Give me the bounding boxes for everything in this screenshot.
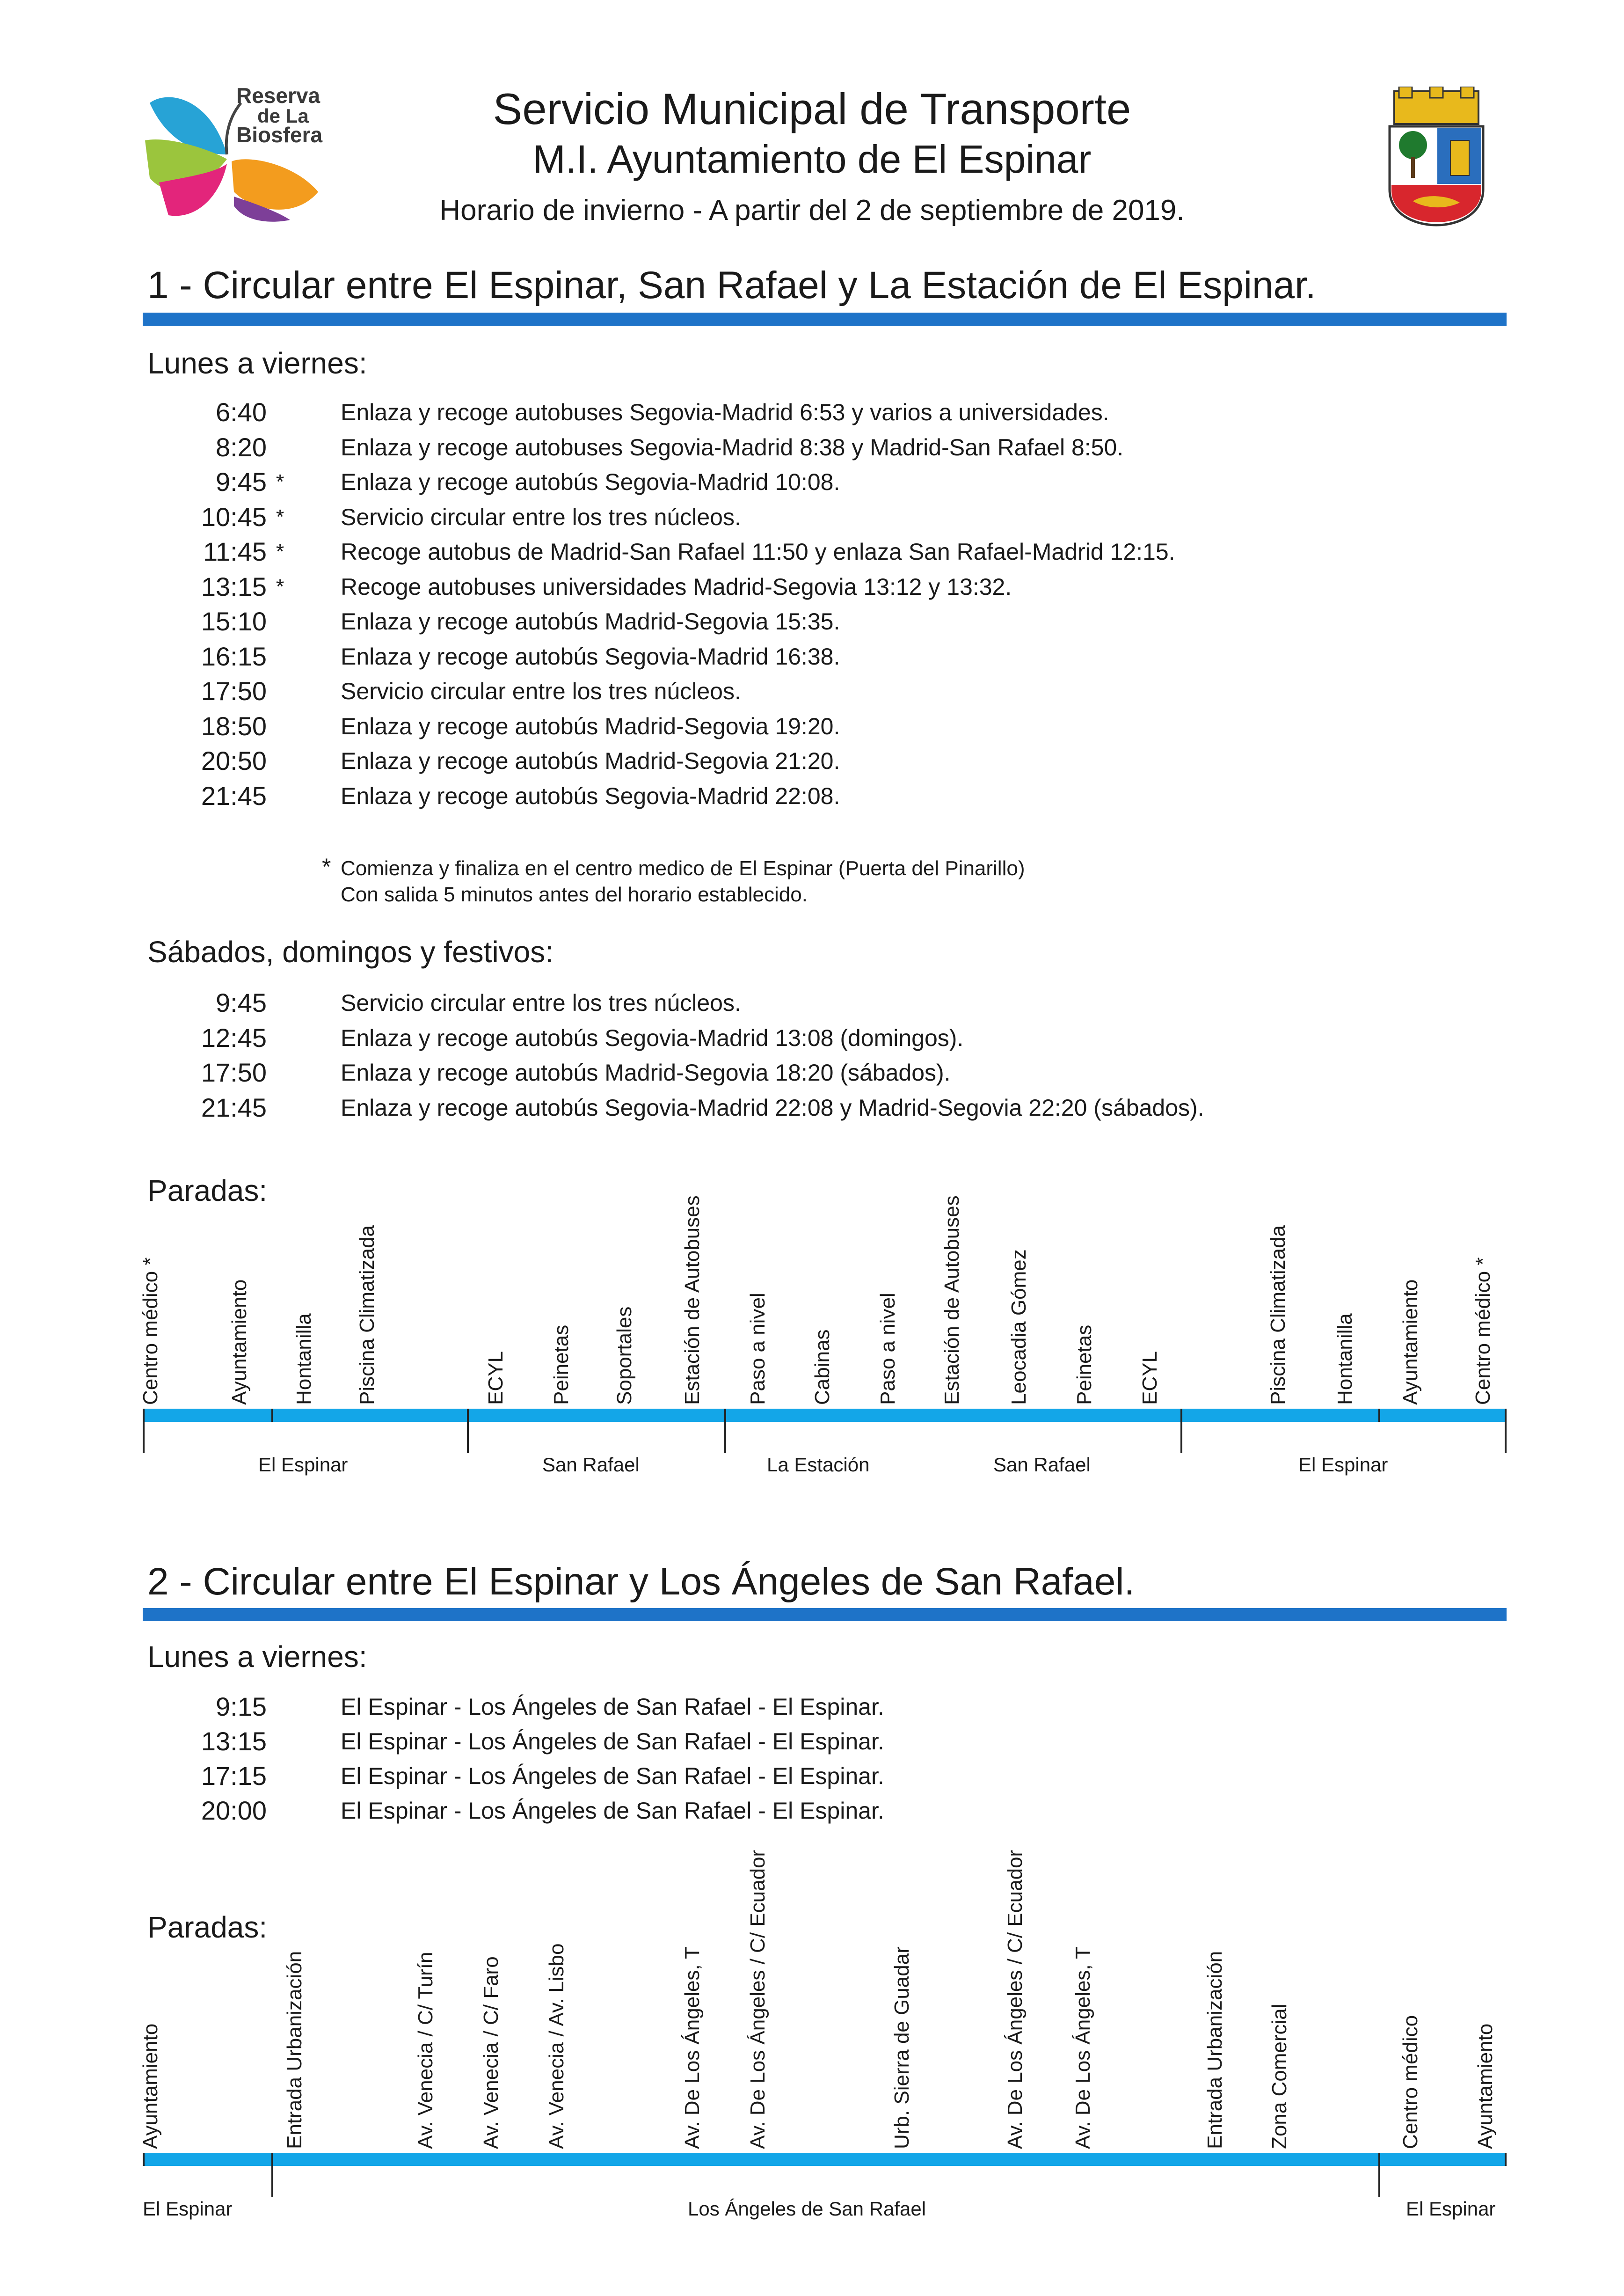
- stop-label: Centro médico *: [139, 1257, 162, 1405]
- line2-title: 2 - Circular entre El Espinar y Los Ángeles de San Rafael.: [147, 1560, 1135, 1603]
- stop-label: Piscina Climatizada: [356, 1225, 379, 1405]
- stop-label: Av. Venecia / Av. Lisbo: [545, 1943, 568, 2149]
- line1-weekday-row: [0, 570, 1624, 605]
- area-label: El Espinar: [1298, 1454, 1388, 1476]
- departure-time: 9:45: [216, 988, 267, 1017]
- line2-route-bar: [143, 2153, 1507, 2166]
- asterisk-mark: *: [276, 505, 284, 528]
- municipal-crest: [1385, 87, 1488, 227]
- departure-time: 18:50: [201, 711, 267, 741]
- service-description: Servicio circular entre los tres núcleos.: [341, 678, 741, 704]
- stop-label: Hontanilla: [1333, 1313, 1356, 1405]
- stop-label: Soportales: [613, 1306, 636, 1405]
- stop-label: Cabinas: [811, 1329, 834, 1405]
- line1-weekday-row: [0, 395, 1624, 431]
- line2-weekday-row: [0, 1724, 1624, 1760]
- line1-route-diagram: [139, 1195, 1507, 1512]
- departure-time: 17:50: [201, 1058, 267, 1087]
- area-label: San Rafael: [993, 1454, 1091, 1476]
- stop-label: Ayuntamiento: [1474, 2023, 1497, 2149]
- departure-time: 10:45: [201, 502, 267, 532]
- stop-label: Leocadia Gómez: [1007, 1249, 1030, 1405]
- asterisk-mark: *: [276, 470, 284, 493]
- note-line-2: Con salida 5 minutos antes del horario establecido.: [341, 883, 808, 906]
- departure-time: 13:15: [201, 571, 267, 601]
- line1-weekend-row: [0, 986, 1624, 1021]
- line1-weekday-row: [0, 604, 1624, 640]
- service-description: Servicio circular entre los tres núcleos.: [341, 504, 741, 530]
- departure-time: 13:15: [201, 1726, 267, 1756]
- service-description: El Espinar - Los Ángeles de San Rafael - El Espinar.: [341, 1728, 884, 1755]
- area-boundary-tick: [271, 1409, 273, 1422]
- area-boundary-tick: [1505, 1409, 1507, 1453]
- asterisk-mark: *: [276, 540, 284, 563]
- service-description: Enlaza y recoge autobús Segovia-Madrid 22:08.: [341, 782, 840, 809]
- stop-label: Peinetas: [1073, 1324, 1096, 1405]
- departure-time: 9:45: [216, 467, 267, 497]
- service-description: Enlaza y recoge autobús Segovia-Madrid 16:38.: [341, 643, 840, 670]
- departure-time: 6:40: [216, 397, 267, 427]
- area-boundary-tick: [1180, 1409, 1182, 1453]
- departure-time: 17:50: [201, 676, 267, 706]
- departure-time: 8:20: [216, 432, 267, 462]
- stop-label: Entrada Urbanización: [283, 1951, 306, 2149]
- stop-label: ECYL: [1138, 1351, 1161, 1405]
- line1-weekend-row: [0, 1055, 1624, 1091]
- departure-time: 21:45: [201, 781, 267, 811]
- line1-weekday-row: [0, 639, 1624, 675]
- departure-time: 20:50: [201, 746, 267, 775]
- service-description: Recoge autobus de Madrid-San Rafael 11:50 y enlaza San Rafael-Madrid 12:15.: [341, 539, 1175, 565]
- departure-time: 12:45: [201, 1023, 267, 1053]
- coat-of-arms-icon: [1385, 87, 1488, 227]
- departure-time: 15:10: [201, 607, 267, 636]
- line2-weekday-row: [0, 1759, 1624, 1794]
- service-description: Servicio circular entre los tres núcleos.: [341, 990, 741, 1016]
- service-description: Enlaza y recoge autobuses Segovia-Madrid 6:53 y varios a universidades.: [341, 399, 1109, 425]
- line1-route-bar: [143, 1409, 1507, 1422]
- service-description: Enlaza y recoge autobús Segovia-Madrid 13:08 (domingos).: [341, 1024, 964, 1051]
- area-label: San Rafael: [542, 1454, 640, 1476]
- service-description: Enlaza y recoge autobús Madrid-Segovia 15:35.: [341, 608, 840, 635]
- stop-label: Paso a nivel: [746, 1293, 769, 1405]
- line1-weekday-row: [0, 500, 1624, 535]
- line1-weekday-row: [0, 465, 1624, 500]
- area-boundary-tick: [1378, 1409, 1380, 1422]
- note-star: *: [322, 854, 331, 880]
- line1-weekday-row: [0, 744, 1624, 779]
- service-description: Enlaza y recoge autobús Madrid-Segovia 21:20.: [341, 748, 840, 774]
- departure-time: 21:45: [201, 1092, 267, 1122]
- service-description: Enlaza y recoge autobús Madrid-Segovia 19:20.: [341, 713, 840, 739]
- stop-label: Ayuntamiento: [1399, 1279, 1422, 1405]
- stop-label: ECYL: [484, 1351, 507, 1405]
- area-boundary-tick: [1505, 2153, 1507, 2166]
- area-boundary-tick: [143, 2153, 145, 2166]
- svg-text:de La: de La: [257, 105, 309, 127]
- area-label: El Espinar: [1406, 2198, 1496, 2220]
- area-label: El Espinar: [143, 2198, 233, 2220]
- departure-time: 17:15: [201, 1761, 267, 1791]
- area-label: Los Ángeles de San Rafael: [688, 2198, 926, 2220]
- stop-label: Piscina Climatizada: [1267, 1225, 1289, 1405]
- service-description: El Espinar - Los Ángeles de San Rafael - El Espinar.: [341, 1763, 884, 1789]
- season-note: Horario de invierno - A partir del 2 de septiembre de 2019.: [439, 194, 1185, 227]
- line2-divider: [143, 1608, 1507, 1621]
- service-description: Enlaza y recoge autobús Segovia-Madrid 22:08 y Madrid-Segovia 22:20 (sábados).: [341, 1094, 1204, 1121]
- line2-weekdays-heading: Lunes a viernes:: [147, 1640, 367, 1674]
- area-boundary-tick: [143, 1409, 145, 1453]
- stop-label: Ayuntamiento: [228, 1279, 251, 1405]
- line1-weekday-row: [0, 430, 1624, 466]
- stop-label: Estación de Autobuses: [940, 1195, 963, 1405]
- area-boundary-tick: [724, 1409, 726, 1453]
- stop-label: Zona Comercial: [1268, 2004, 1291, 2149]
- service-description: Enlaza y recoge autobús Segovia-Madrid 10:08.: [341, 469, 840, 495]
- stop-label: Ayuntamiento: [139, 2023, 162, 2149]
- stop-label: Av. Venecia / C/ Turín: [414, 1952, 437, 2149]
- stop-label: Paso a nivel: [876, 1293, 899, 1405]
- stop-label: Centro médico: [1399, 2015, 1422, 2149]
- service-description: El Espinar - Los Ángeles de San Rafael - El Espinar.: [341, 1694, 884, 1720]
- service-description: Enlaza y recoge autobús Madrid-Segovia 18:20 (sábados).: [341, 1060, 951, 1086]
- line1-weekday-row: [0, 534, 1624, 570]
- area-label: La Estación: [767, 1454, 870, 1476]
- line1-weekday-row: [0, 779, 1624, 814]
- stop-label: Av. De Los Ángeles / C/ Ecuador: [1004, 1850, 1027, 2149]
- service-description: El Espinar - Los Ángeles de San Rafael - El Espinar.: [341, 1798, 884, 1824]
- line1-weekend-row: [0, 1090, 1624, 1126]
- departure-time: 9:15: [216, 1692, 267, 1721]
- service-description: Enlaza y recoge autobuses Segovia-Madrid 8:38 y Madrid-San Rafael 8:50.: [341, 434, 1124, 461]
- stop-label: Av. De Los Ángeles, T: [681, 1946, 704, 2149]
- page-title: Servicio Municipal de Transporte: [493, 84, 1131, 133]
- line1-title: 1 - Circular entre El Espinar, San Rafael y La Estación de El Espinar.: [147, 264, 1316, 307]
- stop-label: Entrada Urbanización: [1203, 1951, 1226, 2149]
- stop-label: Hontanilla: [292, 1313, 315, 1405]
- stop-label: Urb. Sierra de Guadar: [890, 1946, 913, 2149]
- line1-divider: [143, 313, 1507, 326]
- line1-weekdays-heading: Lunes a viernes:: [147, 346, 367, 380]
- line2-stops-heading: Paradas:: [147, 1910, 268, 1944]
- asterisk-mark: *: [276, 575, 284, 598]
- stop-label: Estación de Autobuses: [681, 1195, 704, 1405]
- stop-label: Av. Venecia / C/ Faro: [480, 1956, 502, 2149]
- page-subtitle: M.I. Ayuntamiento de El Espinar: [532, 137, 1092, 181]
- stop-label: Centro médico *: [1471, 1257, 1494, 1405]
- departure-time: 11:45: [203, 537, 267, 566]
- line1-weekends-heading: Sábados, domingos y festivos:: [147, 935, 554, 969]
- departure-time: 16:15: [201, 641, 267, 671]
- area-boundary-tick: [1378, 2153, 1380, 2197]
- line1-weekday-row: [0, 674, 1624, 709]
- stop-label: Peinetas: [550, 1324, 573, 1405]
- svg-text:Biosfera: Biosfera: [236, 123, 323, 147]
- line1-weekend-row: [0, 1021, 1624, 1056]
- service-description: Recoge autobuses universidades Madrid-Segovia 13:12 y 13:32.: [341, 573, 1012, 600]
- stop-label: Av. De Los Ángeles / C/ Ecuador: [746, 1850, 769, 2149]
- departure-time: 20:00: [201, 1796, 267, 1825]
- line2-weekday-row: [0, 1689, 1624, 1725]
- area-boundary-tick: [271, 2153, 273, 2197]
- svg-text:Reserva: Reserva: [236, 84, 320, 108]
- line1-stops-heading: Paradas:: [147, 1174, 268, 1207]
- line2-weekday-row: [0, 1793, 1624, 1829]
- area-label: El Espinar: [258, 1454, 348, 1476]
- note-line-1: Comienza y finaliza en el centro medico de El Espinar (Puerta del Pinarillo): [341, 857, 1025, 880]
- line1-weekday-row: [0, 709, 1624, 745]
- stop-label: Av. De Los Ángeles, T: [1071, 1946, 1094, 2149]
- area-boundary-tick: [467, 1409, 469, 1453]
